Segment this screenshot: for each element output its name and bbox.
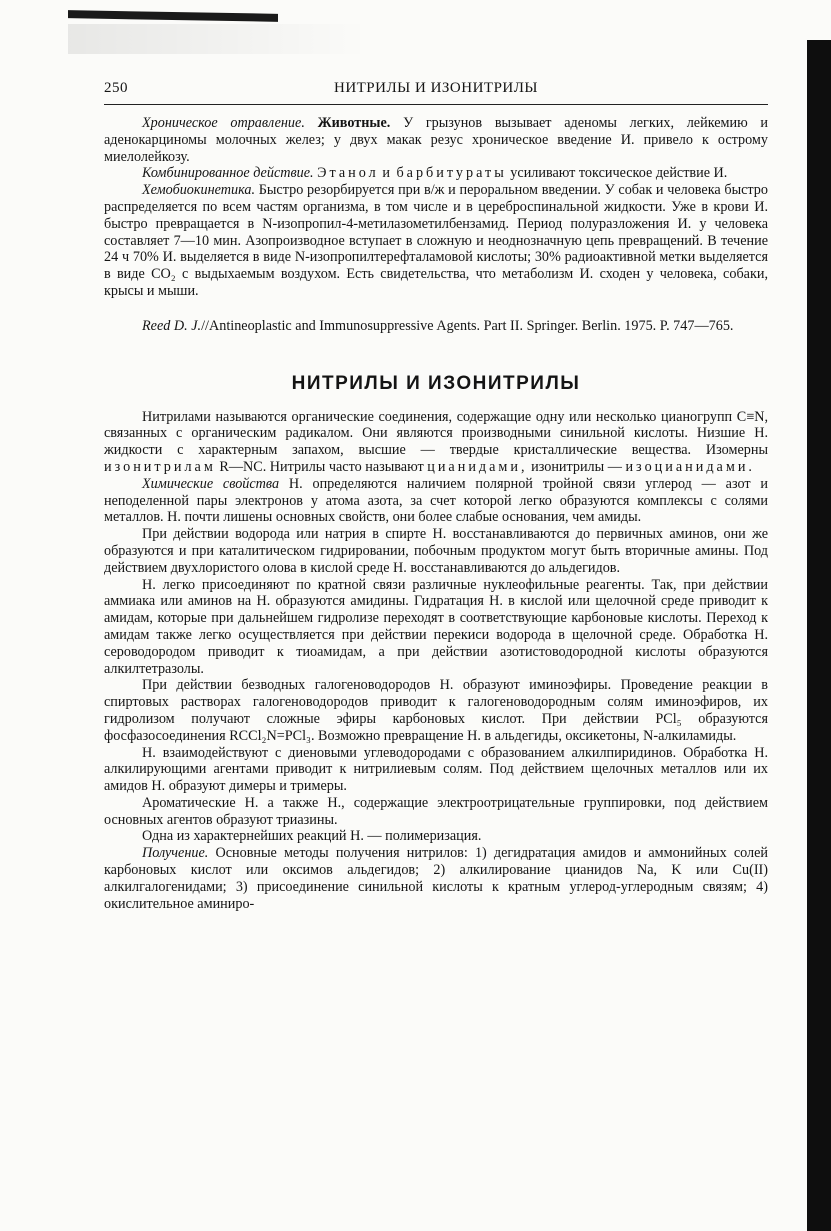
reference-author: Reed D. J. [142,317,202,334]
reference-text: //Antineoplastic and Immunosuppressive Agents. Part II. Springer. Berlin. 1975. P. 747—765. [201,317,734,334]
term-isonitriles: изонитрилам [104,458,216,475]
scan-right-edge [807,40,831,1231]
paragraph-preparation [104,845,768,912]
paragraph-dienes: Н. взаимодействуют с диеновыми углеводородами с образованием алкилпиридинов. Обработка Н. алкилирующими агентами приводит к нитрилиевым солям. Под действием щелочных металлов или их амидов Н. образуют димеры и тримеры. [104,744,768,795]
paragraph-nucleophiles: Н. легко присоединяют по кратной связи различные нуклеофильные реагенты. Так, при действии аммиака или аминов на Н. образуются амидины. Гидратация Н. в кислой или щелочной среде приводит к амидам, которые при дальнейшем гидролизе переходят в соответствующие карбоновые кислоты. Переход к амидам также легко осуществляется при действии перекиси водорода в щелочной среде. Обработка Н. сероводородом приводит к тиоамидам, а при действии азотистоводородной кислоты образуются алкилтетразолы. [104,576,768,677]
term-isocyanides: изоцианидами. [625,458,755,475]
paragraph-aromatic: Ароматические Н. а также Н., содержащие электроотрицательные группировки, под действием основных агентов образуют триазины. [104,794,768,828]
running-title: НИТРИЛЫ И ИЗОНИТРИЛЫ [333,80,539,96]
intro-text-a: Нитрилами называются органические соединения, содержащие одну или несколько цианогрупп C≡N, связанных с органическим радикалом. Они являются производными синильной кислоты. Низшие Н. жидкости с характерным запахом, высшие — твердые кристаллические вещества. Изомерны [104,408,768,459]
preparation-text: Основные методы получения нитрилов: 1) дегидратация амидов и аммонийных солей карбоновых кислот или оксимов альдегидов; 2) алкилирование цианидов Na, K или Cu(II) алкилгалогенидами; 3) присоединение синильной кислоты к кратным углерод-углеродным связям; 4) окислительное аминиро- [104,845,768,912]
subsection-label-animals: Животные. [317,115,391,131]
combined-text: усиливают токсическое действие И. [510,165,728,182]
book-page [104,80,768,912]
running-head [104,80,768,100]
paragraph-chemobiokinetics [104,182,768,300]
paragraph-chronic-poisoning [104,115,768,165]
term-cyanides: цианидами, [427,458,528,475]
section-label-chemical-properties: Химические свойства [142,475,280,492]
conjunction: и [382,165,393,182]
section-label-combined: Комбинированное действие. [142,165,314,182]
scan-top-bar [68,10,278,22]
paragraph-reduction: При действии водорода или натрия в спирте Н. восстанавливаются до первичных аминов, они же образуются и при каталитическом гидрировании, побочным продуктом могут быть вторичные амины. Под действием двухлористого олова в кислой среде Н. восстанавливаются до альдегидов. [104,526,768,576]
section-label-chronic: Хроническое отравление. [142,115,305,131]
intro-text-c: изонитрилы — [531,458,622,475]
reference [104,318,768,335]
paragraph-combined-action [104,165,768,182]
paragraph-intro [104,409,768,476]
paragraph-chemical-properties [104,476,768,526]
header-rule [104,104,768,105]
chemical-properties-text: Н. определяются наличием полярной тройной связи углерод — азот и неподеленной пары электронов у атома азота, за счет которой легко образуются комплексы с солями металлов. Н. почти лишены основных свойств, они более слабые основания, чем амиды. [104,475,768,526]
page-number: 250 [104,80,128,96]
term-barbiturates: барбитураты [396,165,507,182]
chemobiokinetics-text: Быстро резорбируется при в/ж и пероральном введении. У собак и человека быстро распределяется по всем частям организма, в том числе и в цереброспинальной жидкости. Уже в крови И. быстро превращается в N-изопропил-4-метилазометилбензамид. Период полуразложения И. у человека составляет 7—10 мин. Азопроизводное вступает в сложную и неоднозначную цепь превращений. В течение 24 ч 70% И. выделяется в виде N-изопропилтерефталамовой кислоты; 30% радиоактивной метки выделяется в виде CO₂ с выдыхаемым воздухом. Есть свидетельства, что метаболизм И. сходен у человека, собаки, крысы и мыши. [104,182,768,299]
article-title: НИТРИЛЫ И ИЗОНИТРИЛЫ [291,372,581,394]
section-label-preparation: Получение. [142,845,209,862]
intro-text-b: R—NC. Нитрилы часто называют [219,458,424,475]
section-label-chemobiokinetics: Хемобиокинетика. [142,182,256,199]
scan-top-smudge [68,24,368,54]
chronic-text: У грызунов вызывает аденомы легких, лейкемию и аденокарциномы молочных желез; у двух макак резус хроническое введение И. привело к острому миелолейкозу. [104,115,769,165]
term-ethanol: Этанол [317,165,379,182]
paragraph-polymerization: Одна из характернейших реакций Н. — полимеризация. [142,828,482,845]
paragraph-halogen-hydrides: При действии безводных галогеноводородов Н. образуют иминоэфиры. Проведение реакции в спиртовых растворах галогеноводородов приводит к галогеноводородным солям иминоэфиров, их гидролизом получают сложные эфиры карбоновых кислот. При действии PCl₅ образуются фосфазосоединения RCCl₂N=PCl₃. Возможно превращение Н. в альдегиды, оксикетоны, N-алкиламиды. [104,677,768,744]
